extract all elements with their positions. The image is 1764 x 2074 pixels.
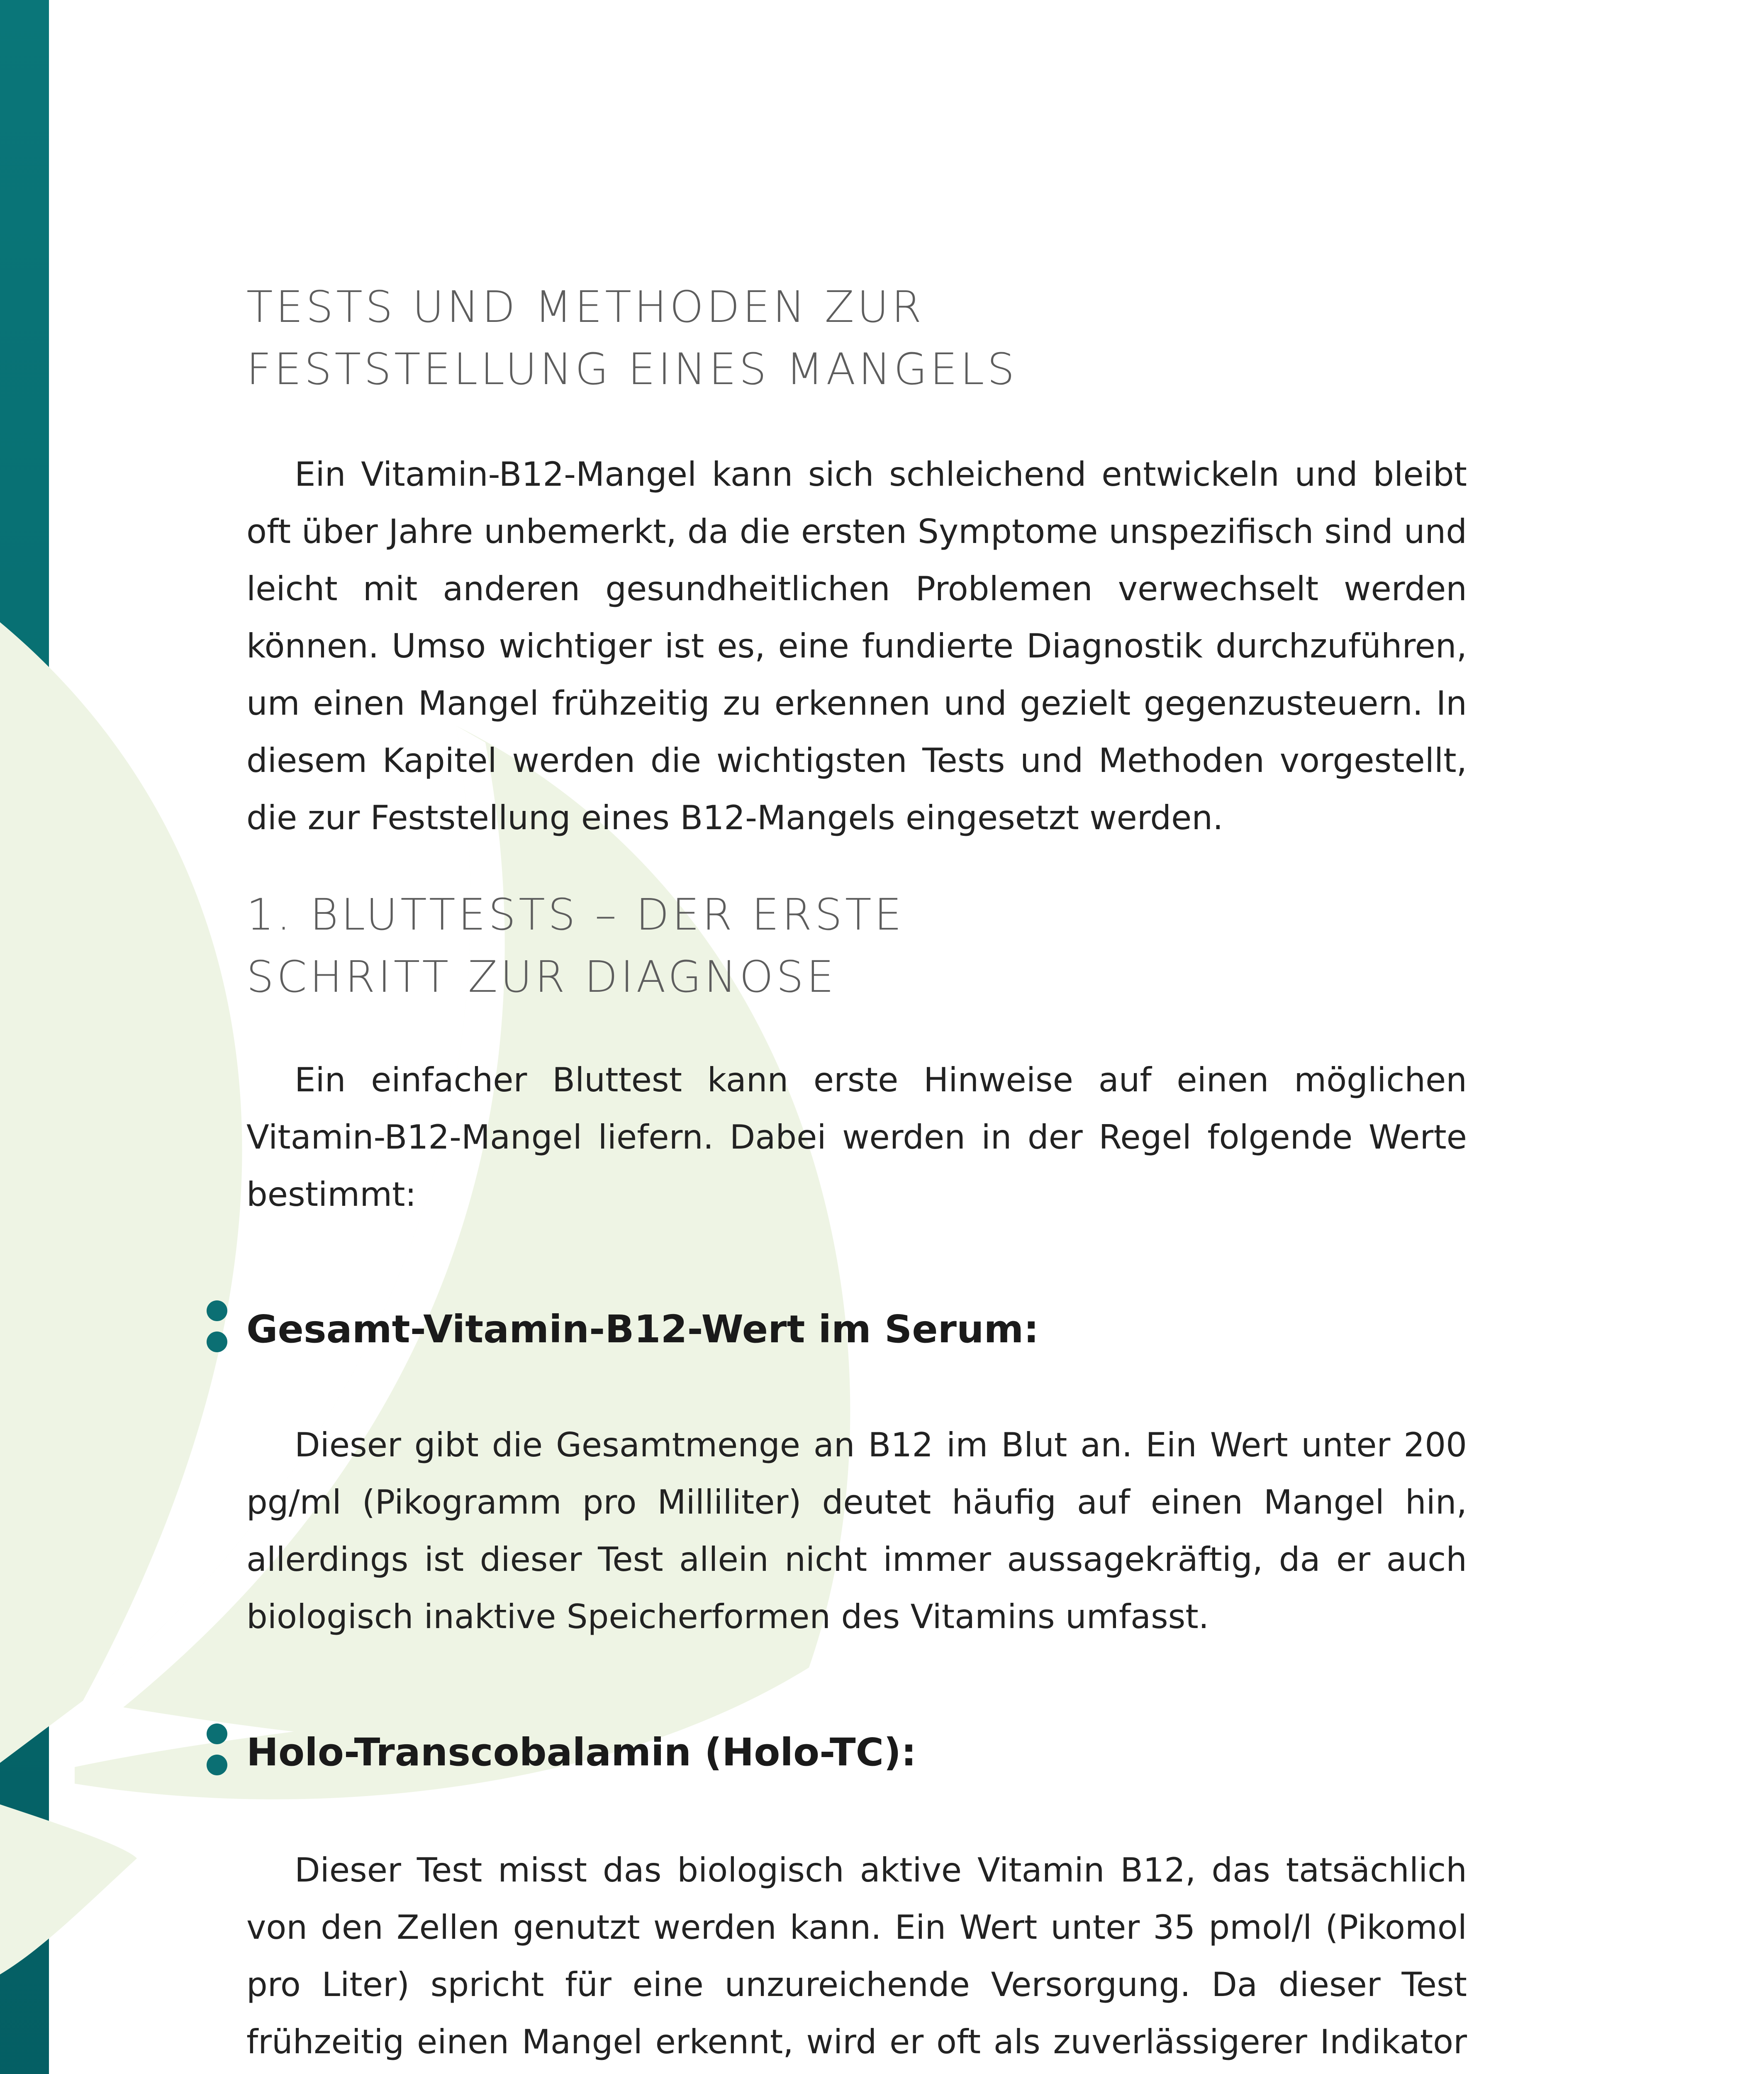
- paragraph-total-b12: Dieser gibt die Gesamtmenge an B12 im Blut an. Ein Wert unter 200 pg/ml (Pikogramm pro Milliliter) deutet häufig auf einen Mangel hin, allerdings ist dieser Test allein nicht immer aussagekräftig, da er auch biologisch inaktive Speicherformen des Vitamins umfasst.: [246, 1426, 1467, 1636]
- section-heading-bloodtests: 1. BLUTTESTS – DER ERSTE SCHRITT ZUR DIAGNOSE: [246, 889, 905, 1002]
- chapter-title: TESTS UND METHODEN ZUR FESTSTELLUNG EINES MANGELS: [246, 282, 1018, 394]
- subheading-holo-tc: Holo-Transcobalamin (Holo-TC):: [246, 1730, 916, 1775]
- section-intro-paragraph: Ein einfacher Bluttest kann erste Hinweise auf einen möglichen Vitamin-B12-Mangel liefern. Dabei werden in der Regel folgende Werte bestimmt:: [246, 1061, 1467, 1214]
- bullet-marker: [205, 1300, 229, 1354]
- paragraph-holo-tc: Dieser Test misst das biologisch aktive Vitamin B12, das tatsächlich von den Zellen genutzt werden kann. Ein Wert unter 35 pmol/l (Pikomol pro Liter) spricht für eine unzureichende Versorgung. Da dieser Test frühzeitig einen Mangel erkennt, wird er oft als zuverlässigerer Indikator: [246, 1851, 1467, 2061]
- subheading-total-b12: Gesamt-Vitamin-B12-Wert im Serum:: [246, 1307, 1039, 1351]
- intro-paragraph: Ein Vitamin-B12-Mangel kann sich schleichend entwickeln und bleibt oft über Jahre unbemerkt, da die ersten Symptome unspezifisch sind und leicht mit anderen gesundheitlichen Problemen verwechselt werden können. Umso wichtiger ist es, eine fundierte Diagnostik durchzuführen, um einen Mangel frühzeitig zu erkennen und gezielt gegenzusteuern. In diesem Kapitel werden die wichtigsten Tests und Methoden vorgestellt, die zur Feststellung eines B12-Mangels eingesetzt werden.: [246, 455, 1467, 837]
- bullet-marker: [205, 1723, 229, 1777]
